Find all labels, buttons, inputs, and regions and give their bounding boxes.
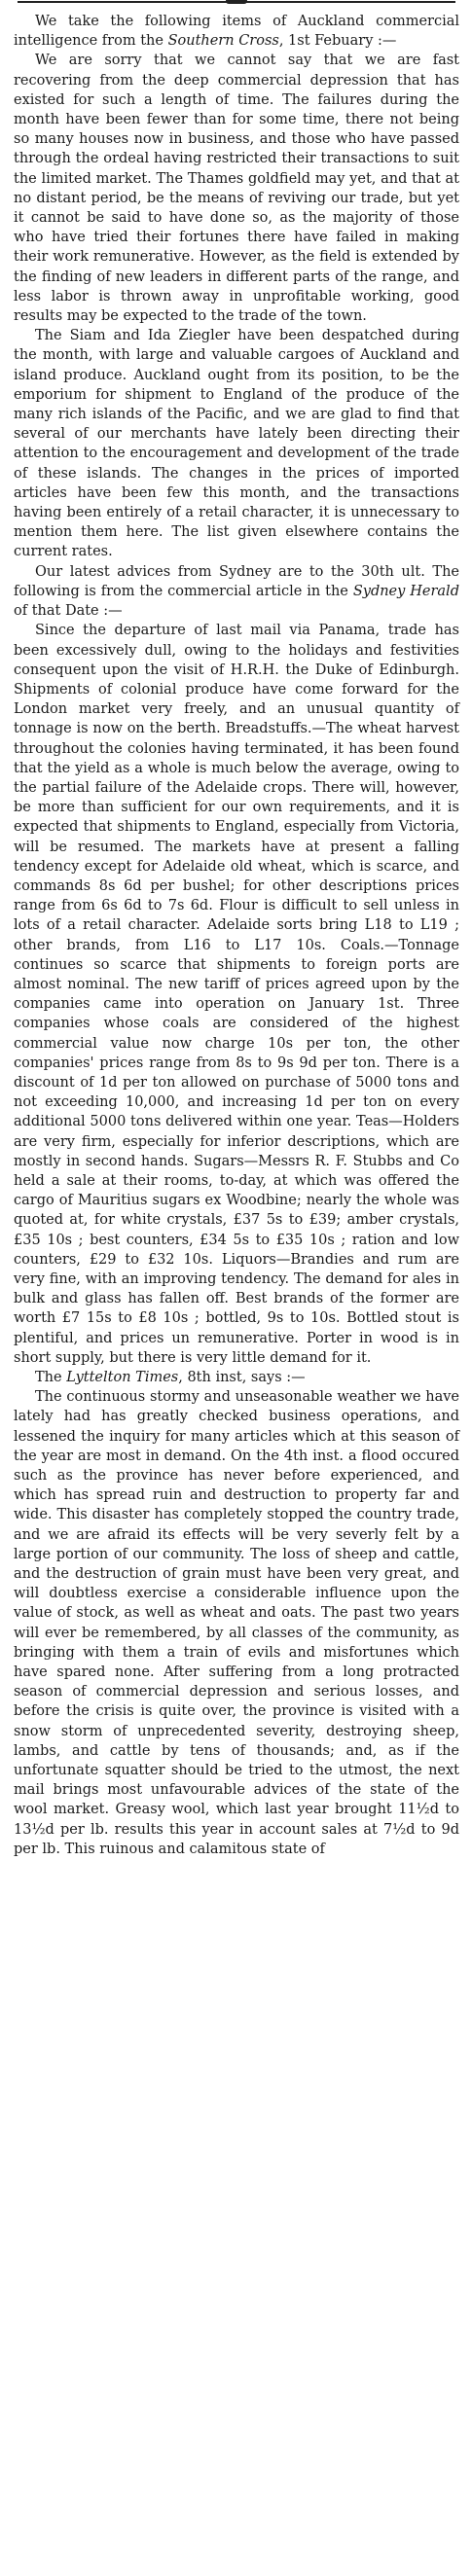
source-sydney-herald: Sydney Herald (352, 583, 459, 599)
intro-date: , 1st Febuary :— (278, 33, 397, 50)
sydney-intro-text: Our latest advices from Sydney are to the 30th ult. The following is from the commercial article in the (14, 563, 459, 599)
intro-paragraph (14, 12, 459, 51)
newspaper-column (14, 0, 459, 1859)
paragraph-sydney-market: Since the departure of last mail via Panama, trade has been excessively dull, owing to the holidays and festivities consequent upon the visit of H.R.H. the Duke of Edinburgh. Shipments of colonial produce have come forward for the London market very freely, and an unusual quantity of tonnage is now on the berth. Breadstuffs.—The wheat harvest throughout the colonies having terminated, it has been found that the yield as a whole is much below the average, owing to the partial failure of the Adelaide crops. There will, however, be more than sufficient for our own requirements, and it is expected that shipments to England, especially from Victoria, will be resumed. The markets have at present a falling tendency except for Adelaide old wheat, which is scarce, and commands 8s 6d per bushel; for other descriptions prices range from 6s 6d to 7s 6d. Flour is difficult to sell unless in lots of a retail character. Adelaide sorts bring L18 to L19 ; other brands, from L16 to L17 10s. Coals.—Tonnage continues so scarce that shipments to foreign ports are almost nominal. The new tariff of prices agreed upon by the companies came into operation on January 1st. Three companies whose coals are considered of the highest commercial value now charge 10s per ton, the other companies' prices range from 8s to 9s 9d per ton. There is a discount of 1d per ton allowed on purchase of 5000 tons and not exceeding 10,000, and increasing 1d per ton on every additional 5000 tons delivered within one year. Teas—Holders are very firm, especially for inferior descriptions, which are mostly in second hands. Sugars—Messrs R. F. Stubbs and Co held a sale at their rooms, to-day, at which was offered the cargo of Mauritius sugars ex Woodbine; nearly the whole was quoted at, for white crystals, £37 5s to £39; amber crystals, £35 10s ; best counters, £34 5s to £35 10s ; ration and low counters, £29 to £32 10s. Liquors—Brandies and rum are very fine, with an improving tendency. The demand for ales in bulk and glass has fallen off. Best brands of the former are worth £7 15s to £8 10s ; bottled, 9s to 10s. Bottled stout is plentiful, and prices un remunerative. Porter in wood is in short supply, but there is very little demand for it. (14, 623, 459, 1366)
sydney-intro-date: of that Date :— (14, 603, 123, 620)
intro-text: We take the following items of Auckland commercial intelligence from the (14, 14, 459, 50)
lyttelton-intro-date: , 8th inst, says :— (178, 1370, 306, 1386)
lyttelton-intro-text: The (35, 1370, 67, 1386)
paragraph-island-trade: The Siam and Ida Ziegler have been despatched during the month, with large and valuable cargoes of Auckland and island produce. Auckland ought from its position, to be the emporium for shipment to England of the produce of the many rich islands of the Pacific, and we are glad to find that several of our merchants have lately been directing their attention to the encouragement and development of the trade of these islands. The changes in the prices of imported articles have been few this month, and the transactions having been entirely of a retail character, it is unnecessary to mention them here. The list given elsewhere contains the current rates. (14, 328, 459, 560)
paragraph-commercial-depression: We are sorry that we cannot say that we are fast recovering from the deep commercial depression that has existed for such a length of time. The failures during the month have been fewer than for some time, there not being so many houses now in business, and those who have passed through the ordeal having restricted their transactions to suit the limited market. The Thames goldfield may yet, and that at no distant period, be the means of reviving our trade, but yet it cannot be said to have done so, as the majority of those who have tried their fortunes there have failed in making their work remunerative. However, as the field is extended by the finding of new leaders in different parts of the range, and less labor is thrown away in unprofitable working, good results may be expected to the trade of the town. (14, 53, 459, 325)
section-divider (14, 0, 459, 12)
paragraph-lyttelton-intro (14, 1368, 459, 1387)
paragraph-flood-report: The continuous stormy and unseasonable weather we have lately had has greatly checked business operations, and lessened the inquiry for many articles which at this season of the year are most in demand. On the 4th inst. a flood occured such as the province has never before experienced, and which has spread ruin and destruction to property far and wide. This disaster has completely stopped the country trade, and we are afraid its effects will be very severly felt by a large portion of our community. The loss of sheep and cattle, and the destruction of grain must have been very great, and will doubtless exercise a considerable influence upon the value of stock, as well as wheat and oats. The past two years will ever be remembered, by all classes of the community, as bringing with them a train of evils and misfortunes which have spared none. After suffering from a long protracted season of commercial depression and serious losses, and before the crisis is quite over, the province is visited with a snow storm of unprecedented severity, destroying sheep, lambs, and cattle by tens of thousands; and, as if the unfortunate squatter should be tried to the utmost, the next mail brings most unfavourable advices of the state of the wool market. Greasy wool, which last year brought 11½d to 13½d per lb. results this year in account sales at 7½d to 9d per lb. This ruinous and calamitous state of (14, 1389, 459, 1857)
source-southern-cross: Southern Cross (167, 33, 279, 50)
divider-ornament (226, 0, 247, 4)
paragraph-sydney-advices (14, 562, 459, 622)
source-lyttelton-times: Lyttelton Times (66, 1370, 179, 1386)
